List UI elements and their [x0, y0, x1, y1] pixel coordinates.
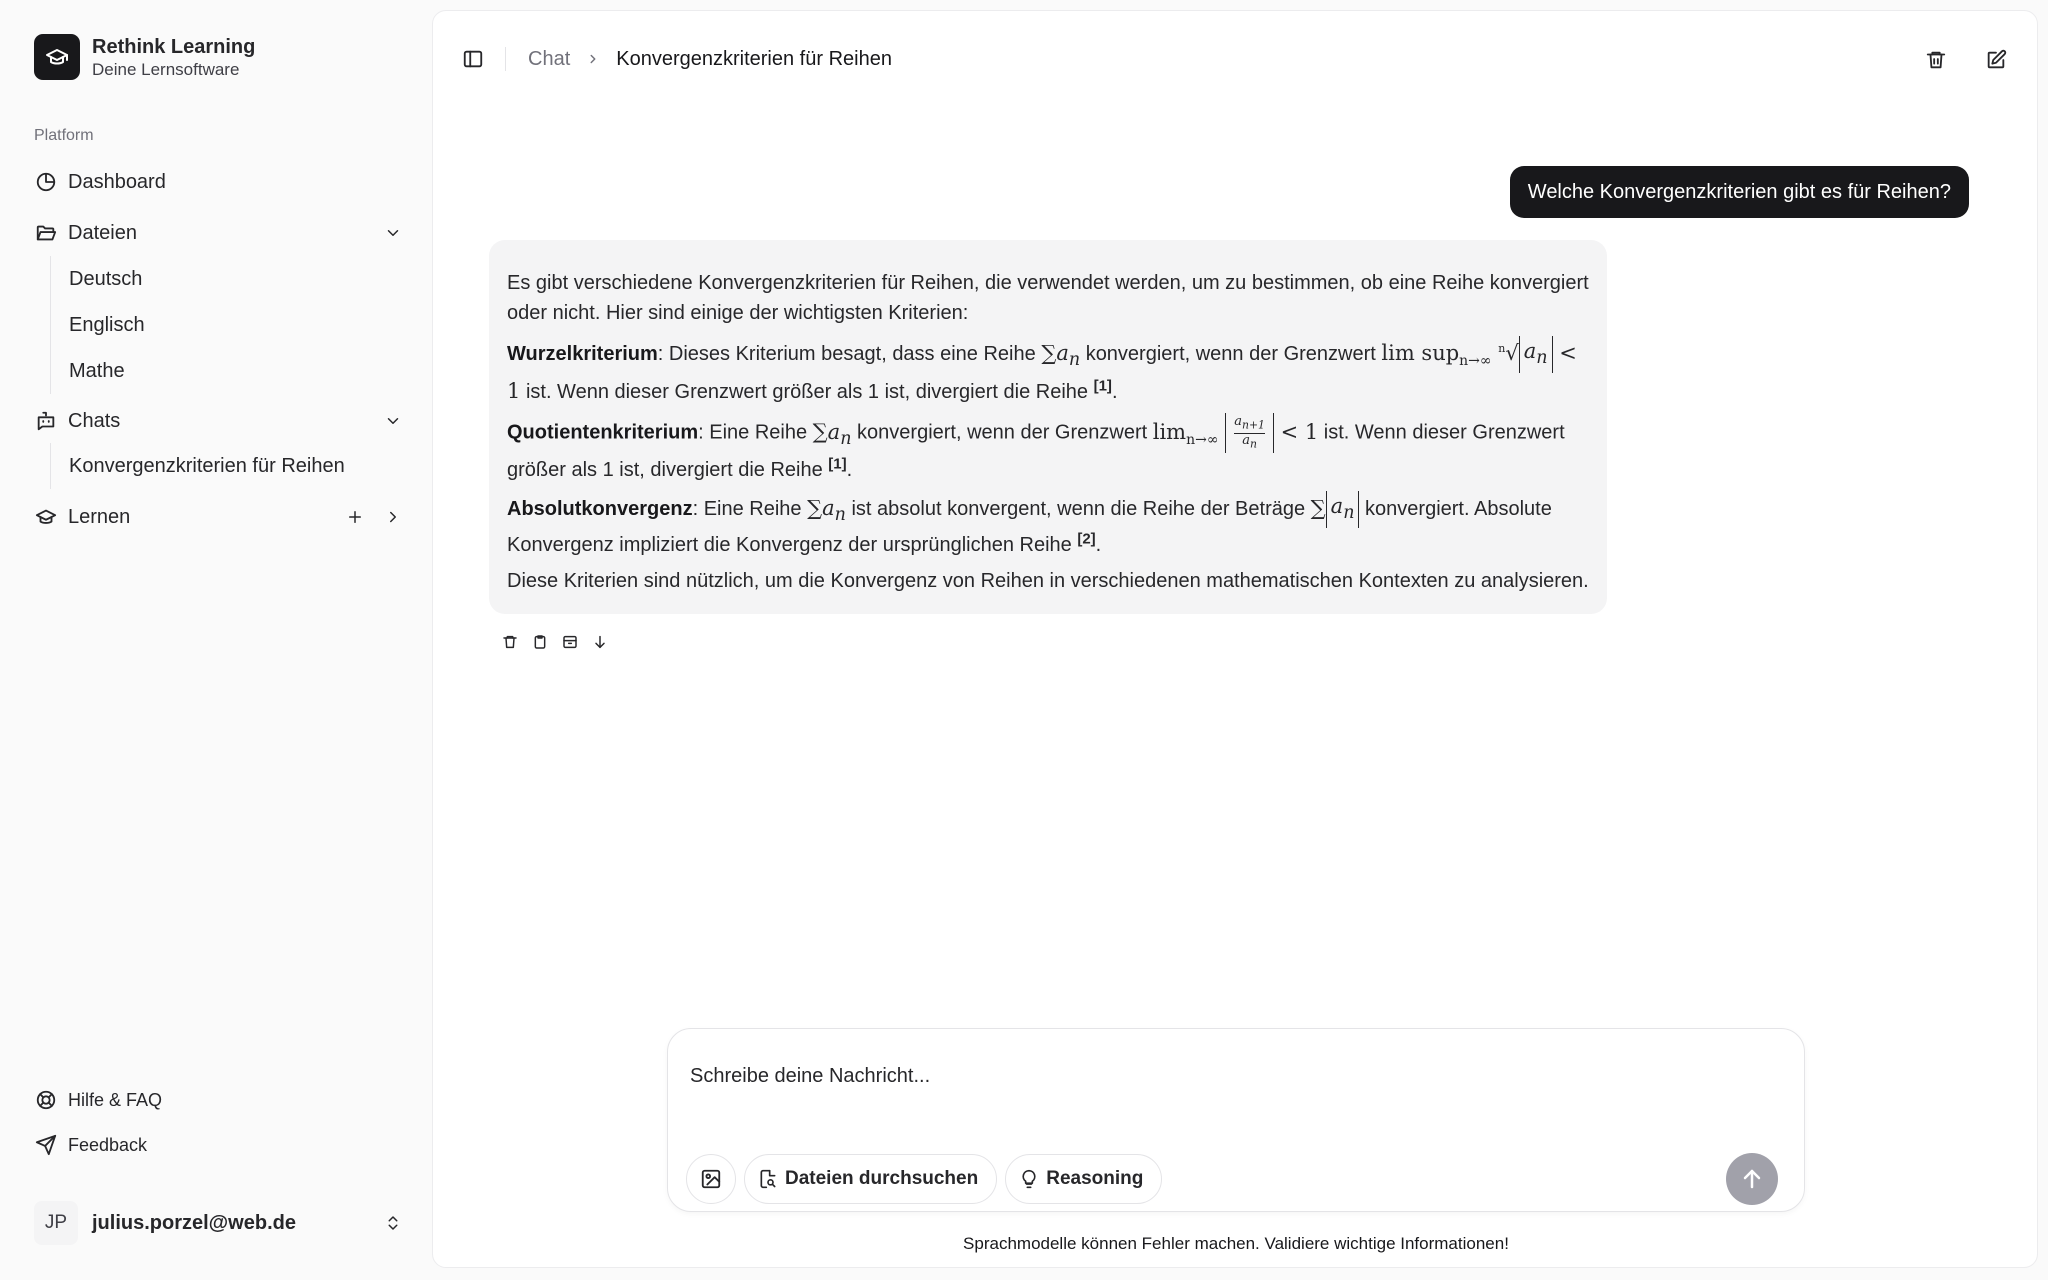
trash-icon [502, 634, 518, 650]
avatar: JP [34, 1201, 78, 1245]
sidebar-subitem-deutsch[interactable]: Deutsch [69, 267, 143, 290]
sidebar-item-chats[interactable] [34, 402, 404, 440]
top-actions [1921, 45, 2011, 75]
files-sublist [50, 256, 145, 394]
bot-message-icon [34, 409, 58, 433]
reasoning-button[interactable]: Reasoning [1005, 1154, 1162, 1204]
sidebar-item-label: Chats [68, 409, 121, 432]
formula-sum-an: $\sum a_n$ [807, 496, 846, 526]
chevrons-up-down-icon [382, 1212, 404, 1234]
criterion-ratio: Quotientenkriterium: Eine Reihe $\sum a_n$ konvergiert, wenn der Grenzwert $\lim_{n\to\infty}$ $\frac{a_{n+1}}{a_n}$ < 1 ist. Wenn dieser Grenzwert größer als 1 ist, divergiert die Reihe [1]. [507, 414, 1565, 481]
sidebar-item-feedback[interactable] [34, 1130, 147, 1160]
formula-sum-an: $\sum a_n$ [1041, 341, 1081, 371]
graduation-cap-icon [34, 34, 80, 80]
sidebar-item-help[interactable] [34, 1085, 162, 1115]
arrow-down-icon [592, 634, 608, 650]
sidebar [0, 0, 432, 1280]
send-icon [34, 1133, 58, 1157]
sidebar-item-label: Lernen [68, 505, 131, 528]
image-upload-icon [700, 1168, 722, 1190]
message-actions [501, 633, 609, 651]
sidebar-item-label: Dashboard [68, 170, 166, 193]
attach-image-button[interactable] [686, 1154, 736, 1204]
sidebar-subitem-englisch[interactable]: Englisch [69, 313, 145, 336]
brand-title: Rethink Learning [92, 35, 256, 58]
plus-icon[interactable] [344, 506, 366, 528]
life-buoy-icon [34, 1088, 58, 1112]
chevron-right-icon [586, 52, 600, 66]
criterion-root: Wurzelkriterium: Dieses Kriterium besagt, dass eine Reihe $\sum a_n$ konvergiert, wenn der Grenzwert lim sup$_{n\to\infty}$ $^n$√ $a_n < 1$ ist. Wenn dieser Grenzwert größer als 1 ist, divergiert die Reihe [1]. [507, 334, 1589, 407]
top-bar [459, 41, 892, 77]
lightbulb-icon [1018, 1168, 1040, 1190]
formula-limsup-root: lim sup$_{n\to\infty}$ $^n$√ $a_n < 1$ [507, 341, 1577, 403]
composer [667, 1028, 1805, 1212]
citation-ref[interactable]: [1] [828, 455, 847, 473]
pie-chart-icon [34, 170, 58, 194]
sidebar-item-label: Hilfe & FAQ [68, 1089, 163, 1110]
sidebar-item-learn[interactable] [34, 498, 404, 536]
disclaimer: Sprachmodelle können Fehler machen. Validiere wichtige Informationen! [963, 1234, 1509, 1253]
formula-lim-ratio: $\lim_{n\to\infty}$ $\frac{a_{n+1}}{a_n}$ < 1 [1153, 420, 1318, 444]
criterion-absolute: Absolutkonvergenz: Eine Reihe $\sum a_n$ ist absolut konvergent, wenn die Reihe der Beträge ∑ $a_n$ konvergiert. Absolute Konvergenz impliziert die Konvergenz der ursprünglichen Reihe [2]. [507, 491, 1589, 560]
delete-chat-button[interactable] [1921, 45, 1951, 75]
main-panel [432, 10, 2038, 1268]
file-search-icon [757, 1168, 779, 1190]
archive-message-button[interactable] [561, 633, 579, 651]
sidebar-item-files[interactable] [34, 214, 404, 252]
sidebar-toggle-icon[interactable] [459, 45, 487, 73]
user-menu[interactable] [34, 1200, 404, 1246]
folder-open-icon [34, 221, 58, 245]
sidebar-subitem-chat[interactable]: Konvergenzkriterien für Reihen [69, 454, 345, 477]
edit-icon [1985, 49, 2007, 71]
user-email: julius.porzel@web.de [92, 1211, 296, 1234]
citation-ref[interactable]: [1] [1093, 377, 1112, 395]
brand-subtitle: Deine Lernsoftware [92, 59, 240, 79]
brand[interactable] [34, 34, 255, 80]
send-button[interactable] [1726, 1153, 1778, 1205]
assistant-outro: Diese Kriterien sind nützlich, um die Konvergenz von Reihen in verschiedenen mathematischen Kontexten zu analysieren. [507, 570, 1589, 593]
search-files-button[interactable]: Dateien durchsuchen [744, 1154, 997, 1204]
breadcrumb-current: Konvergenzkriterien für Reihen [616, 47, 892, 70]
trash-icon [1925, 49, 1947, 71]
delete-message-button[interactable] [501, 633, 519, 651]
assistant-message [489, 240, 1607, 614]
composer-tools [686, 1154, 1162, 1204]
chats-sublist [50, 443, 345, 489]
chevron-down-icon[interactable] [382, 222, 404, 244]
citation-ref[interactable]: [2] [1077, 530, 1096, 548]
formula-sum-abs-an: ∑ $a_n$ [1311, 496, 1360, 520]
formula-sum-an: $\sum a_n$ [812, 419, 852, 449]
copy-message-button[interactable] [531, 633, 549, 651]
download-message-button[interactable] [591, 633, 609, 651]
chevron-down-icon[interactable] [382, 410, 404, 432]
clipboard-icon [532, 634, 548, 650]
sidebar-item-label: Feedback [68, 1134, 148, 1155]
archive-icon [562, 634, 578, 650]
user-message: Welche Konvergenzkriterien gibt es für Reihen? [1510, 166, 1969, 218]
message-input[interactable] [690, 1065, 1690, 1088]
sidebar-subitem-mathe[interactable]: Mathe [69, 359, 125, 382]
breadcrumb-parent[interactable]: Chat [528, 47, 571, 70]
chevron-right-icon[interactable] [382, 506, 404, 528]
sidebar-item-label: Dateien [68, 221, 137, 244]
arrow-up-icon [1740, 1167, 1764, 1191]
group-label-platform: Platform [34, 127, 94, 144]
divider [505, 47, 506, 71]
assistant-intro: Es gibt verschiedene Konvergenzkriterien für Reihen, die verwendet werden, um zu bestimmen, ob eine Reihe konvergiert oder nicht. Hier sind einige der wichtigsten Kriterien: [507, 272, 1589, 324]
graduation-cap-icon [34, 505, 58, 529]
sidebar-item-dashboard[interactable] [34, 163, 404, 201]
new-chat-button[interactable] [1981, 45, 2011, 75]
